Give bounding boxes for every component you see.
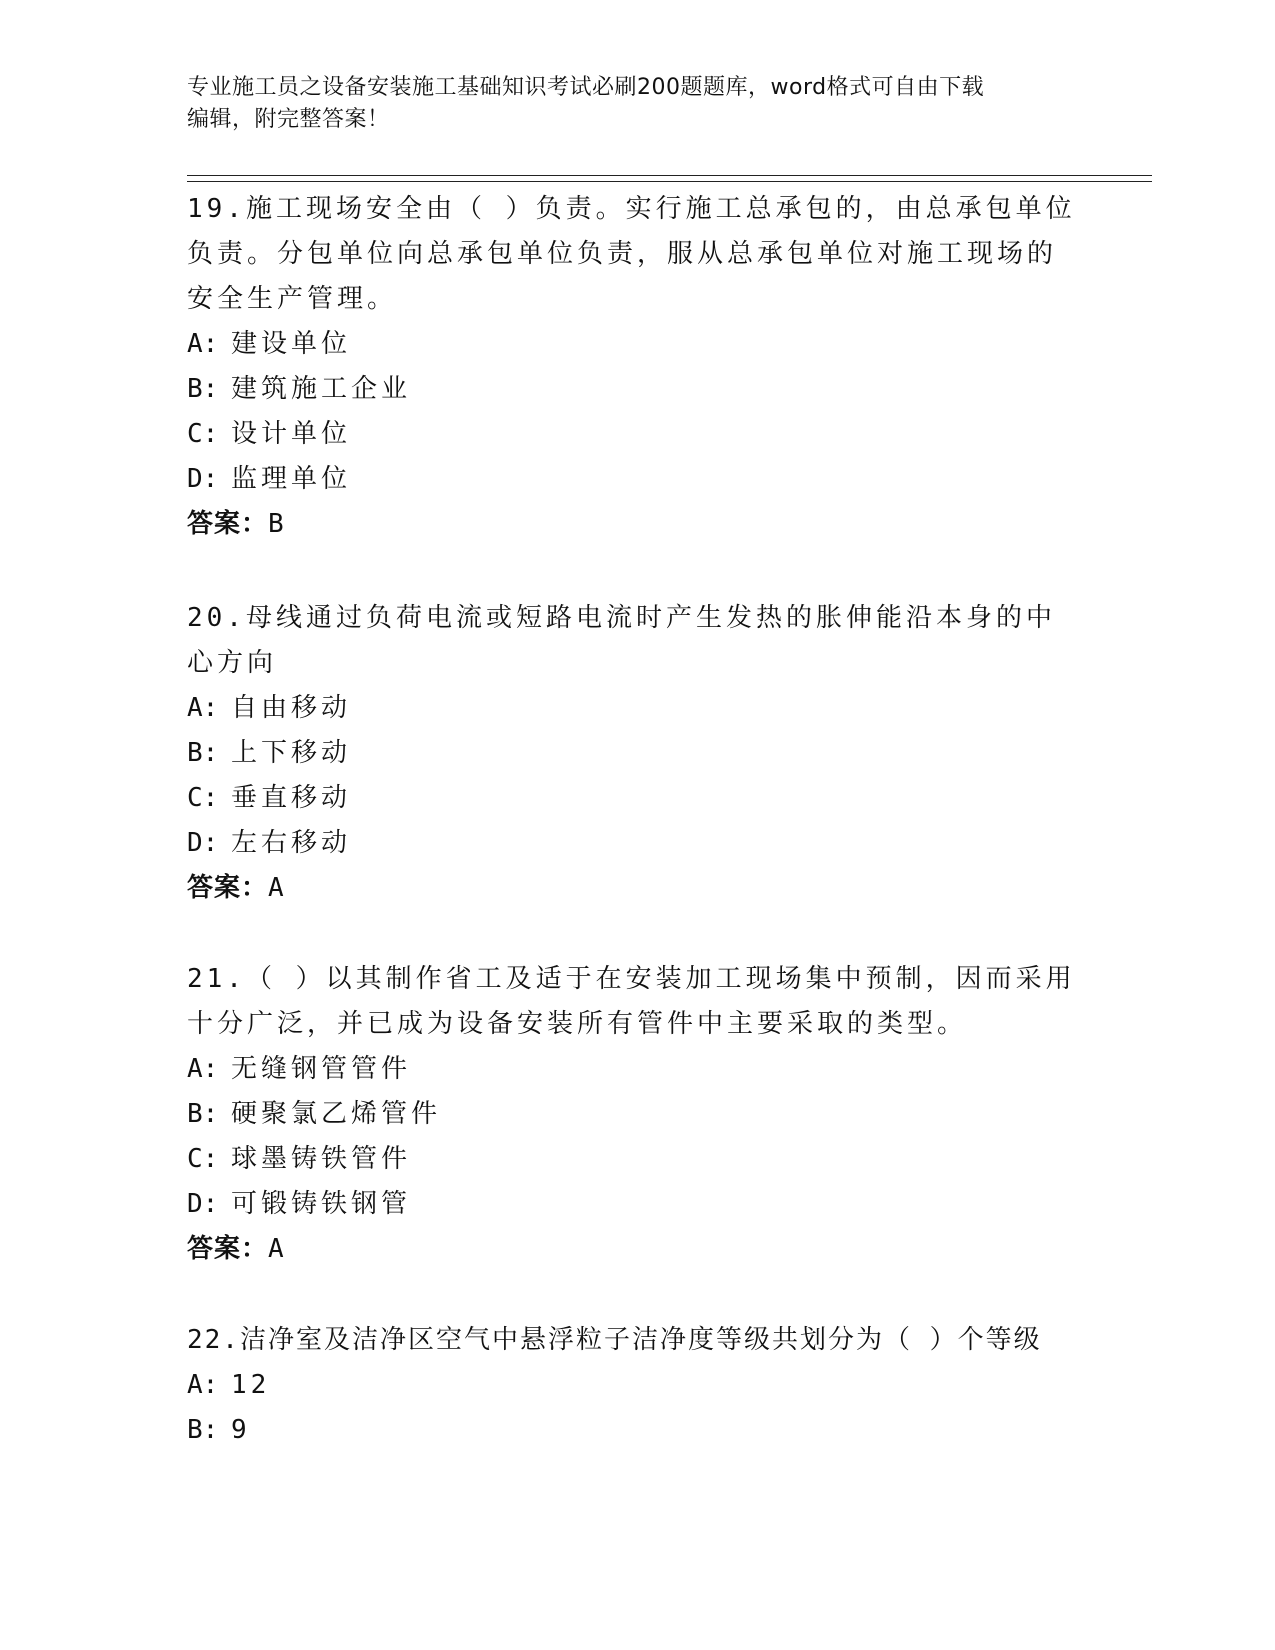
question-20: [187, 596, 1077, 911]
option-letter: C:: [187, 783, 219, 813]
answer-label: 答案：: [187, 873, 269, 903]
option-text: 9: [231, 1415, 251, 1445]
answer-value: A: [268, 1234, 285, 1264]
option-c: [187, 412, 1077, 457]
question-stem: 19.施工现场安全由（ ）负责。实行施工总承包的，由总承包单位负责。分包单位向总承包单位负责，服从总承包单位对施工现场的安全生产管理。: [187, 194, 1076, 314]
option-c: [187, 1137, 1077, 1182]
option-letter: A:: [187, 1054, 219, 1084]
option-letter: B:: [187, 1099, 219, 1129]
option-text: 12: [231, 1370, 271, 1400]
option-letter: D:: [187, 1189, 219, 1219]
question-stem: 20.母线通过负荷电流或短路电流时产生发热的胀伸能沿本身的中心方向: [187, 603, 1056, 678]
question-stem: 22.洁净室及洁净区空气中悬浮粒子洁净度等级共划分为（ ）个等级: [187, 1325, 1042, 1355]
option-letter: C:: [187, 1144, 219, 1174]
answer-line: [187, 866, 1077, 911]
answer-label: 答案：: [187, 509, 269, 539]
option-letter: D:: [187, 464, 219, 494]
option-letter: B:: [187, 374, 219, 404]
option-text: 可锻铸铁钢管: [231, 1189, 412, 1219]
header-line-2: 编辑，附完整答案！: [187, 107, 390, 132]
option-text: 设计单位: [231, 419, 352, 449]
option-letter: B:: [187, 1415, 219, 1445]
header-divider-top: [187, 175, 1152, 176]
option-a: [187, 686, 1077, 731]
option-d: [187, 821, 1077, 866]
option-letter: C:: [187, 419, 219, 449]
option-b: [187, 731, 1077, 776]
option-letter: A:: [187, 693, 219, 723]
option-d: [187, 457, 1077, 502]
question-22: [187, 1318, 1077, 1453]
option-text: 上下移动: [231, 738, 352, 768]
option-b: [187, 1408, 1077, 1453]
option-text: 建设单位: [231, 329, 352, 359]
option-text: 球墨铸铁管件: [231, 1144, 412, 1174]
option-text: 无缝钢管管件: [231, 1054, 412, 1084]
document-header: [187, 72, 1067, 136]
answer-line: [187, 502, 1077, 547]
answer-value: B: [268, 509, 285, 539]
header-divider-bottom: [187, 181, 1152, 182]
answer-label: 答案：: [187, 1234, 269, 1264]
option-a: [187, 322, 1077, 367]
option-text: 建筑施工企业: [231, 374, 412, 404]
header-line-1: 专业施工员之设备安装施工基础知识考试必刷200题题库，word格式可自由下载: [187, 75, 985, 100]
option-b: [187, 367, 1077, 412]
question-19: [187, 187, 1077, 547]
option-text: 左右移动: [231, 828, 352, 858]
question-stem: 21.（ ）以其制作省工及适于在安装加工现场集中预制，因而采用十分广泛，并已成为设备安装所有管件中主要采取的类型。: [187, 964, 1076, 1039]
option-b: [187, 1092, 1077, 1137]
option-a: [187, 1047, 1077, 1092]
option-letter: A:: [187, 1370, 219, 1400]
option-a: [187, 1363, 1077, 1408]
option-text: 监理单位: [231, 464, 352, 494]
option-c: [187, 776, 1077, 821]
option-letter: D:: [187, 828, 219, 858]
answer-line: [187, 1227, 1077, 1272]
option-text: 硬聚氯乙烯管件: [231, 1099, 442, 1129]
option-text: 自由移动: [231, 693, 352, 723]
answer-value: A: [268, 873, 285, 903]
option-text: 垂直移动: [231, 783, 352, 813]
question-21: [187, 957, 1077, 1272]
option-letter: B:: [187, 738, 219, 768]
option-letter: A:: [187, 329, 219, 359]
option-d: [187, 1182, 1077, 1227]
